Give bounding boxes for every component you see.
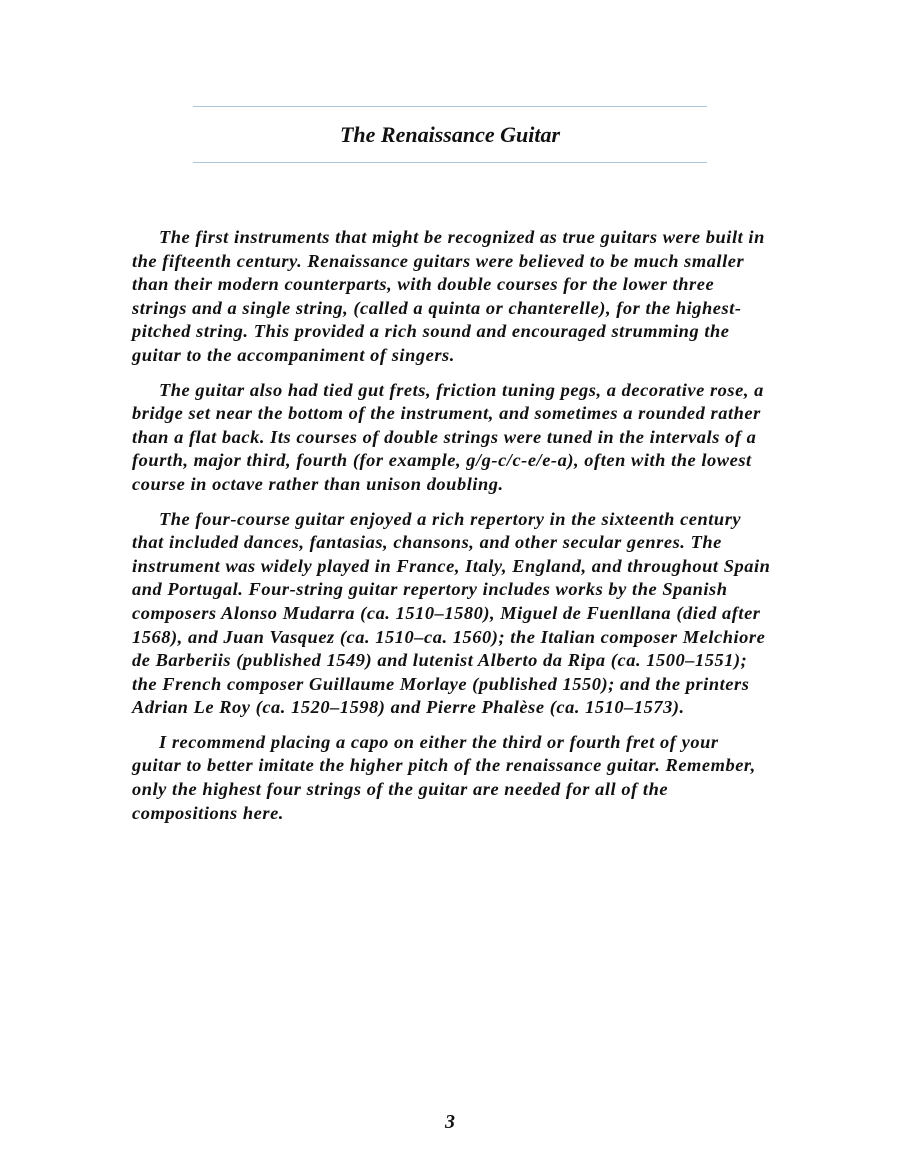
title-rule-bottom bbox=[193, 162, 707, 163]
title-rule-top bbox=[193, 106, 707, 107]
paragraph-origins: The first instruments that might be recognized as true guitars were built in the fifteenth century. Renaissance guitars were believed to be much smaller than their modern counterparts, with double courses for the lower three strings and a single string, (called a quinta or chanterelle), for the highest-pitched string. This provided a rich sound and encouraged strumming the guitar to the accompaniment of singers. bbox=[132, 227, 765, 365]
page-number: 3 bbox=[445, 1111, 455, 1133]
paragraph-capo-advice: I recommend placing a capo on either the third or fourth fret of your guitar to better imitate the higher pitch of the renaissance guitar. Remember, only the highest four strings of the guitar are needed for all of the compositions here. bbox=[132, 731, 756, 823]
paragraph-construction: The guitar also had tied gut frets, friction tuning pegs, a decorative rose, a bridge set near the bottom of the instrument, and sometimes a rounded rather than a flat back. Its courses of double strings were tuned in the intervals of a fourth, major third, fourth (for example, g/g-c/c-e/e-a), often with the lowest course in octave rather than unison doubling. bbox=[132, 379, 764, 494]
body-text bbox=[132, 226, 772, 836]
page-title: The Renaissance Guitar bbox=[339, 122, 561, 147]
paragraph-repertory: The four-course guitar enjoyed a rich repertory in the sixteenth century that included dances, fantasias, chansons, and other secular genres. The instrument was widely played in France, Italy, England, and throughout Spain and Portugal. Four-string guitar repertory includes works by the Spanish composers Alonso Mudarra (ca. 1510–1580), Miguel de Fuenllana (died after 1568), and Juan Vasquez (ca. 1510–ca. 1560); the Italian composer Melchiore de Barberiis (published 1549) and lutenist Alberto da Ripa (ca. 1500–1551); the French composer Guillaume Morlaye (published 1550); and the printers Adrian Le Roy (ca. 1520–1598) and Pierre Phalèse (ca. 1510–1573). bbox=[132, 508, 771, 718]
